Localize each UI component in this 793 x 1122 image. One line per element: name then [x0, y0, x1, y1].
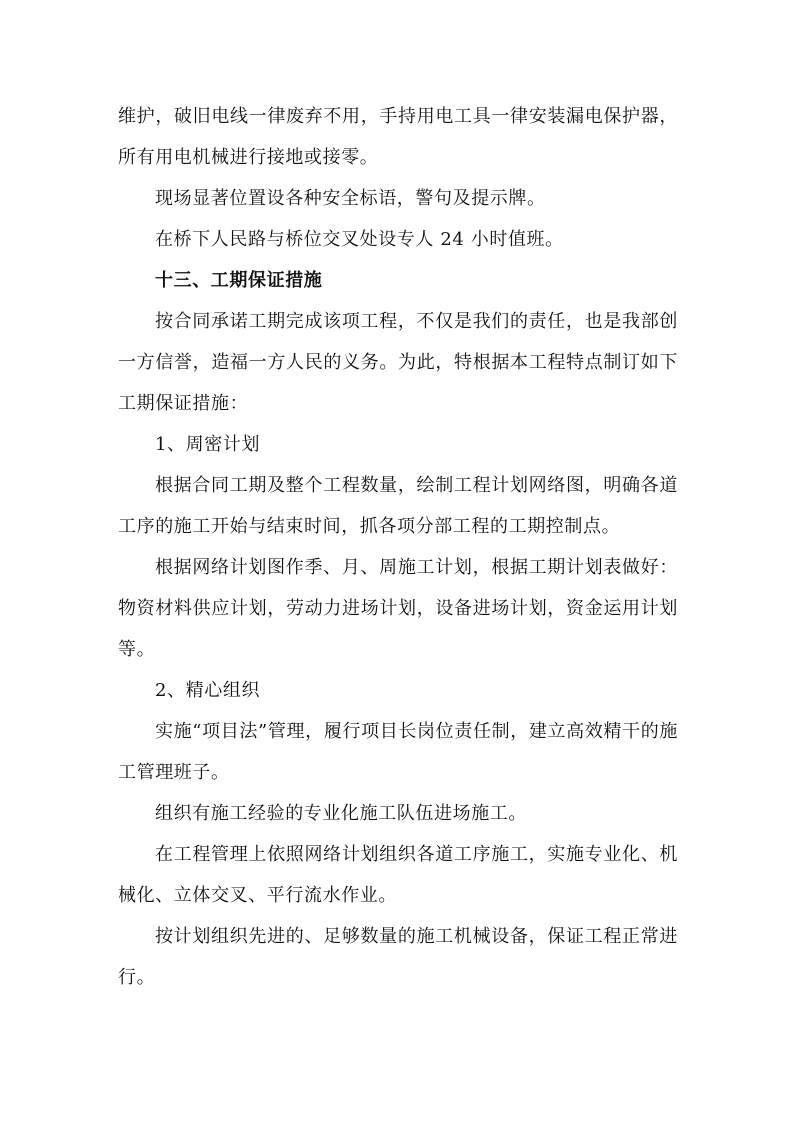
subheading-organization: 2、精心组织 [155, 680, 261, 701]
paragraph-intro: 按合同承诺工期完成该项工程，不仅是我们的责任，也是我部创一方信誉，造福一方人民的义务。为此，特根据本工程特点制订如下工期保证措施： [118, 311, 678, 414]
paragraph-project-method: 实施“项目法”管理，履行项目长岗位责任制，建立高效精干的施工管理班子。 [118, 721, 678, 783]
subheading-planning: 1、周密计划 [155, 434, 261, 455]
paragraph-network-plan: 根据合同工期及整个工程数量，绘制工程计划网络图，明确各道工序的施工开始与结束时间，抓各项分部工程的工期控制点。 [118, 475, 678, 537]
document-body [118, 96, 678, 998]
paragraph-safety-signs: 现场显著位置设各种安全标语，警句及提示牌。 [155, 188, 546, 209]
paragraph-construction-team: 组织有施工经验的专业化施工队伍进场施工。 [155, 803, 527, 824]
paragraph-machinery: 按计划组织先进的、足够数量的施工机械设备，保证工程正常进行。 [118, 926, 678, 988]
section-heading: 十三、工期保证措施 [155, 270, 323, 291]
paragraph-schedule-plans: 根据网络计划图作季、月、周施工计划，根据工期计划表做好：物资材料供应计划，劳动力进场计划，设备进场计划，资金运用计划等。 [118, 557, 678, 660]
paragraph-continuation: 维护，破旧电线一律废弃不用，手持用电工具一律安装漏电保护器，所有用电机械进行接地或接零。 [118, 106, 678, 168]
paragraph-duty-watch: 在桥下人民路与桥位交叉处设专人 24 小时值班。 [155, 229, 564, 250]
paragraph-process-management: 在工程管理上依照网络计划组织各道工序施工，实施专业化、机械化、立体交叉、平行流水作业。 [118, 844, 678, 906]
